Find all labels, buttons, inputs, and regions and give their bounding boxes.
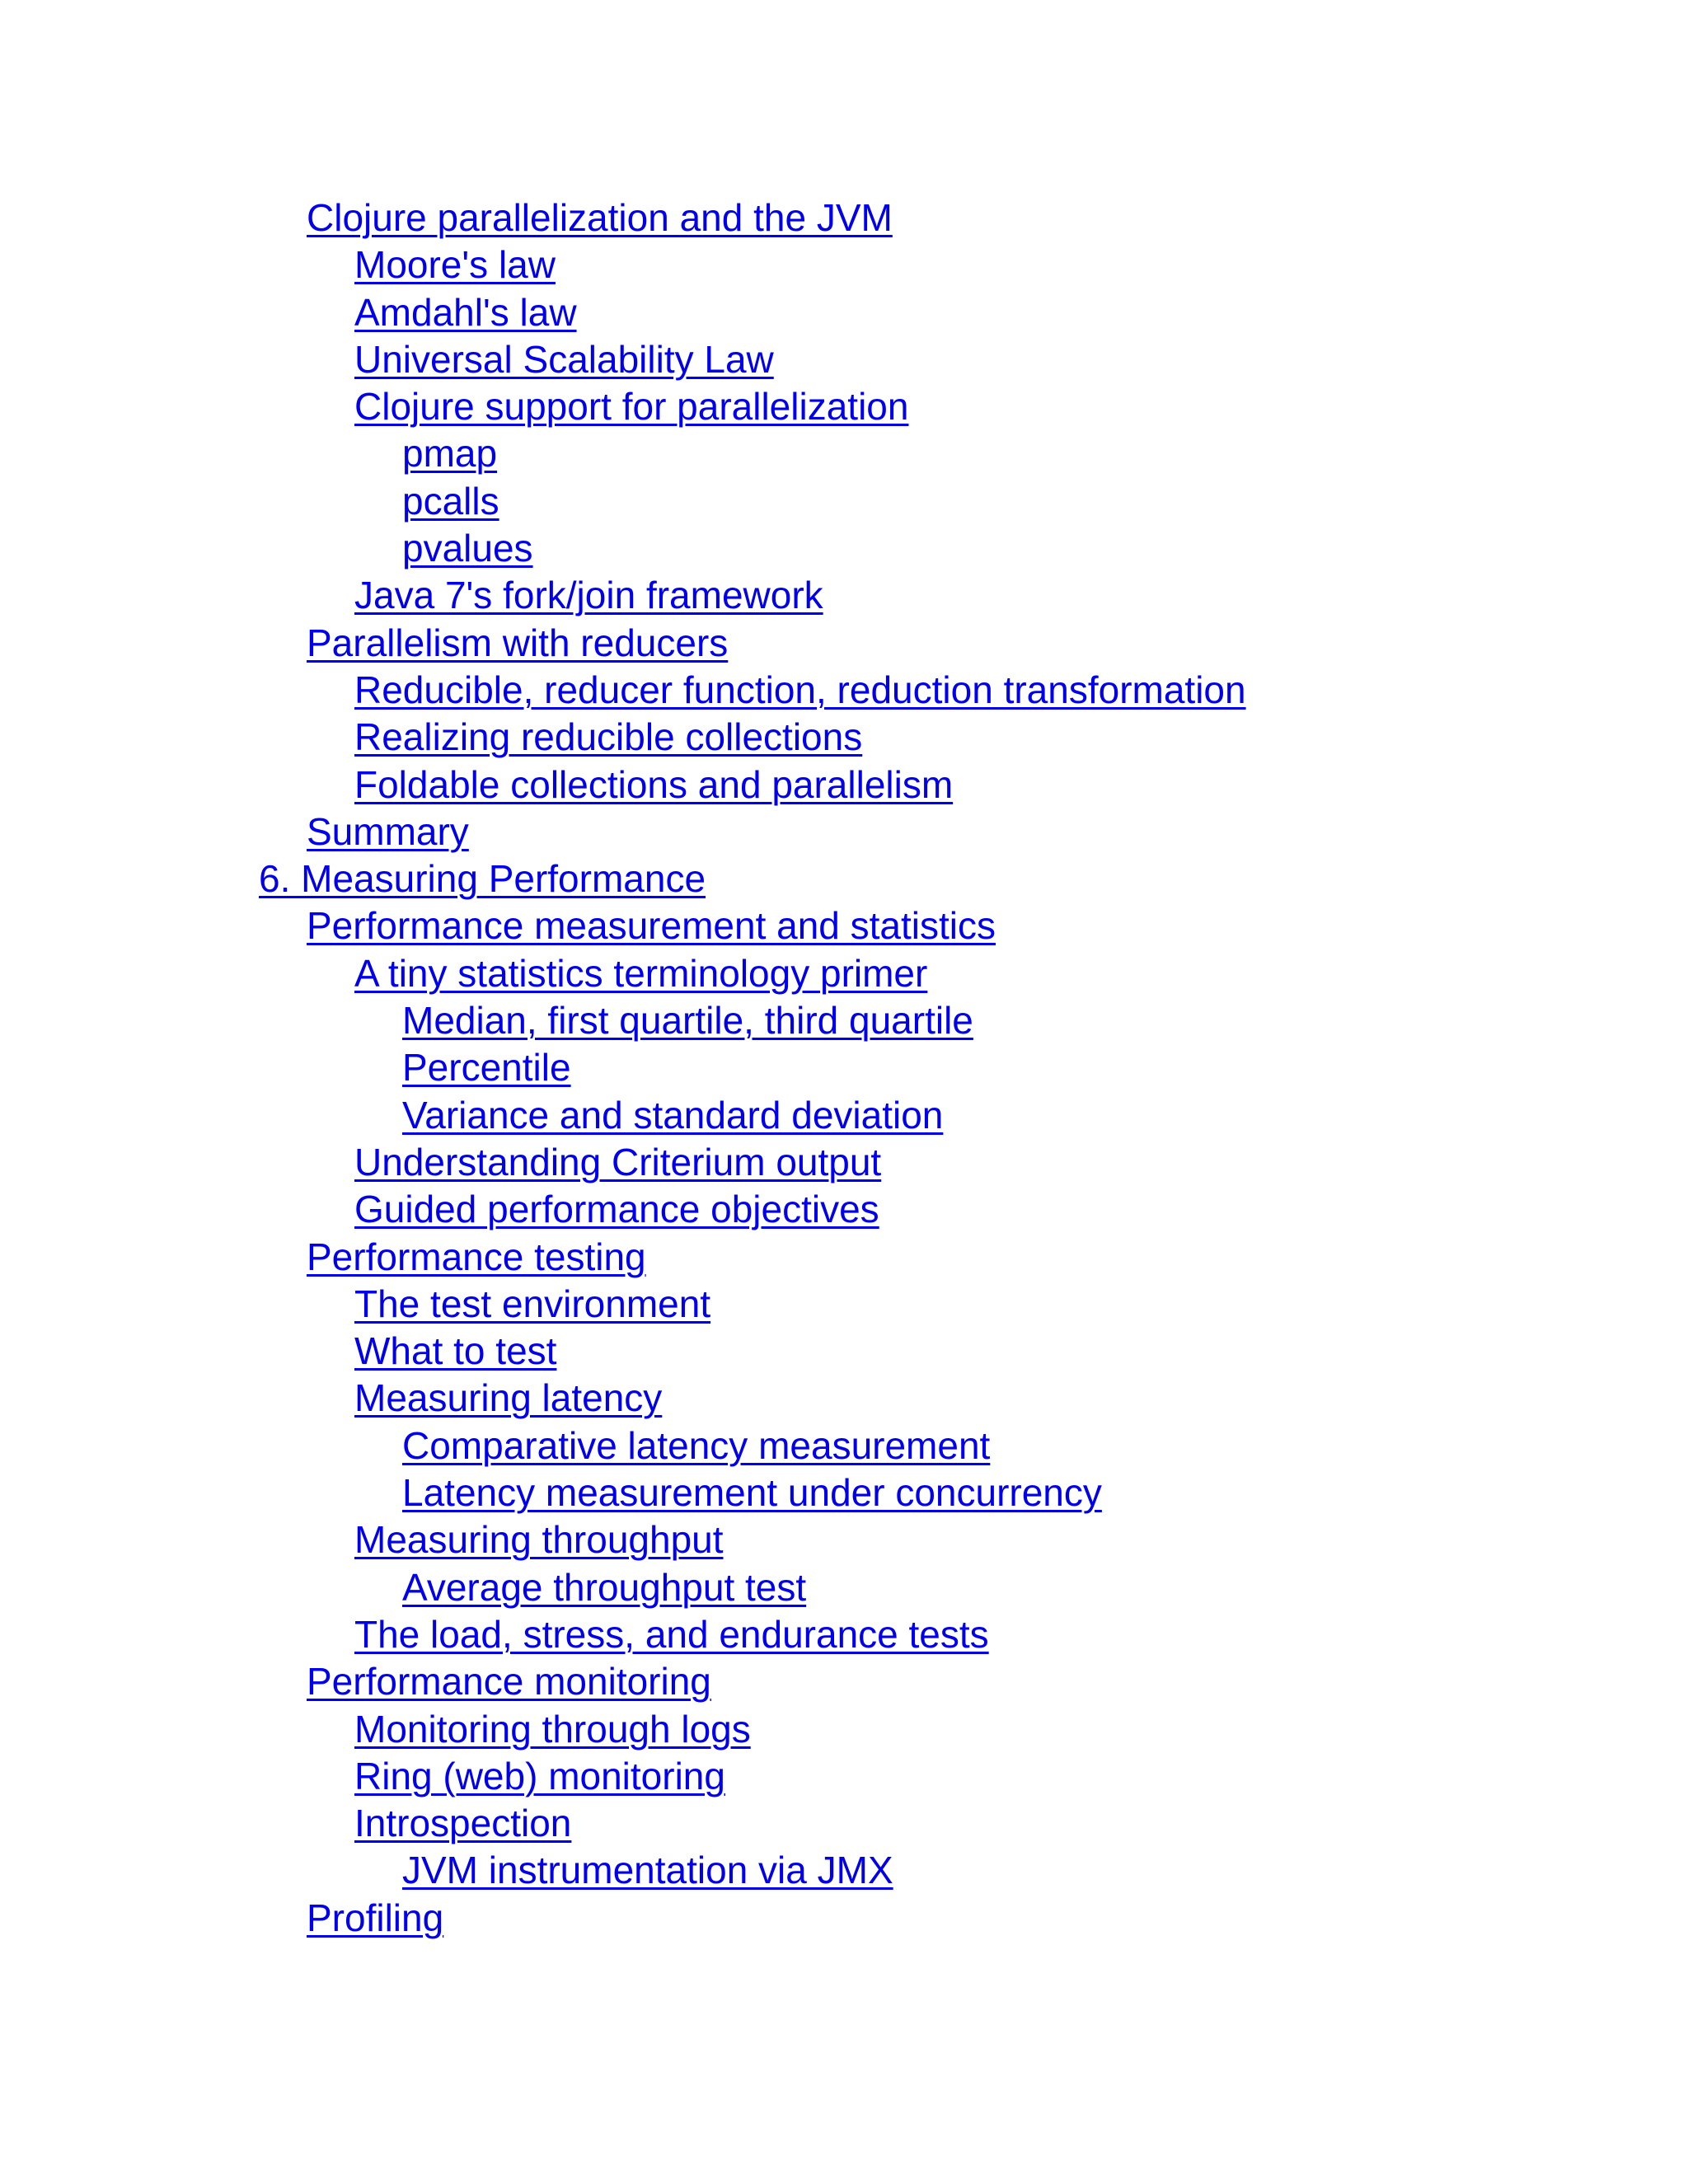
toc-link-average-throughput-test[interactable]: Average throughput test	[402, 1565, 807, 1609]
toc-link-foldable-collections-and-parallelism[interactable]: Foldable collections and parallelism	[354, 762, 954, 806]
toc-link-performance-testing[interactable]: Performance testing	[307, 1235, 646, 1278]
toc-link-parallelism-with-reducers[interactable]: Parallelism with reducers	[307, 621, 729, 664]
toc-link-measuring-latency[interactable]: Measuring latency	[354, 1376, 663, 1420]
toc-link-guided-performance-objectives[interactable]: Guided performance objectives	[354, 1188, 879, 1231]
toc-link-pmap[interactable]: pmap	[402, 432, 498, 476]
toc-link-reducible-reducer-function-reduction-transformation[interactable]: Reducible, reducer function, reduction transformation	[354, 668, 1246, 711]
toc-link-clojure-support-for-parallelization[interactable]: Clojure support for parallelization	[354, 385, 909, 429]
toc-link-summary[interactable]: Summary	[307, 809, 469, 853]
toc-link-jvm-instrumentation-via-jmx[interactable]: JVM instrumentation via JMX	[402, 1849, 893, 1892]
toc-link-clojure-parallelization-and-the-jvm[interactable]: Clojure parallelization and the JVM	[307, 196, 893, 239]
toc-link-ring-web-monitoring[interactable]: Ring (web) monitoring	[354, 1754, 725, 1797]
toc-link-the-test-environment[interactable]: The test environment	[354, 1282, 711, 1325]
toc-link-java-7s-fork-join-framework[interactable]: Java 7's fork/join framework	[354, 574, 823, 617]
toc-link-profiling[interactable]: Profiling	[307, 1896, 444, 1939]
toc-link-what-to-test[interactable]: What to test	[354, 1329, 557, 1373]
toc-link-comparative-latency-measurement[interactable]: Comparative latency measurement	[402, 1423, 991, 1467]
toc-link-measuring-throughput[interactable]: Measuring throughput	[354, 1518, 724, 1562]
toc-link-monitoring-through-logs[interactable]: Monitoring through logs	[354, 1707, 751, 1750]
toc-link-performance-monitoring[interactable]: Performance monitoring	[307, 1660, 711, 1704]
toc-link-percentile[interactable]: Percentile	[402, 1046, 571, 1090]
toc-link-moores-law[interactable]: Moore's law	[354, 243, 556, 287]
toc-link-amdahls-law[interactable]: Amdahl's law	[354, 290, 577, 334]
toc-link-pvalues[interactable]: pvalues	[402, 527, 533, 570]
toc-link-introspection[interactable]: Introspection	[354, 1802, 572, 1845]
toc-link-chapter-6-measuring-performance[interactable]: 6. Measuring Performance	[259, 857, 706, 901]
toc-link-understanding-criterium-output[interactable]: Understanding Criterium output	[354, 1140, 882, 1183]
toc-link-performance-measurement-and-statistics[interactable]: Performance measurement and statistics	[307, 904, 996, 948]
toc-link-latency-measurement-under-concurrency[interactable]: Latency measurement under concurrency	[402, 1471, 1102, 1515]
toc-link-realizing-reducible-collections[interactable]: Realizing reducible collections	[354, 715, 863, 759]
table-of-contents	[0, 194, 1688, 1942]
toc-link-median-first-quartile-third-quartile[interactable]: Median, first quartile, third quartile	[402, 999, 973, 1043]
toc-link-load-stress-endurance-tests[interactable]: The load, stress, and endurance tests	[354, 1612, 989, 1656]
toc-link-pcalls[interactable]: pcalls	[402, 479, 499, 523]
toc-link-universal-scalability-law[interactable]: Universal Scalability Law	[354, 337, 774, 381]
toc-link-a-tiny-statistics-terminology-primer[interactable]: A tiny statistics terminology primer	[354, 951, 928, 995]
toc-link-variance-and-standard-deviation[interactable]: Variance and standard deviation	[402, 1093, 944, 1137]
